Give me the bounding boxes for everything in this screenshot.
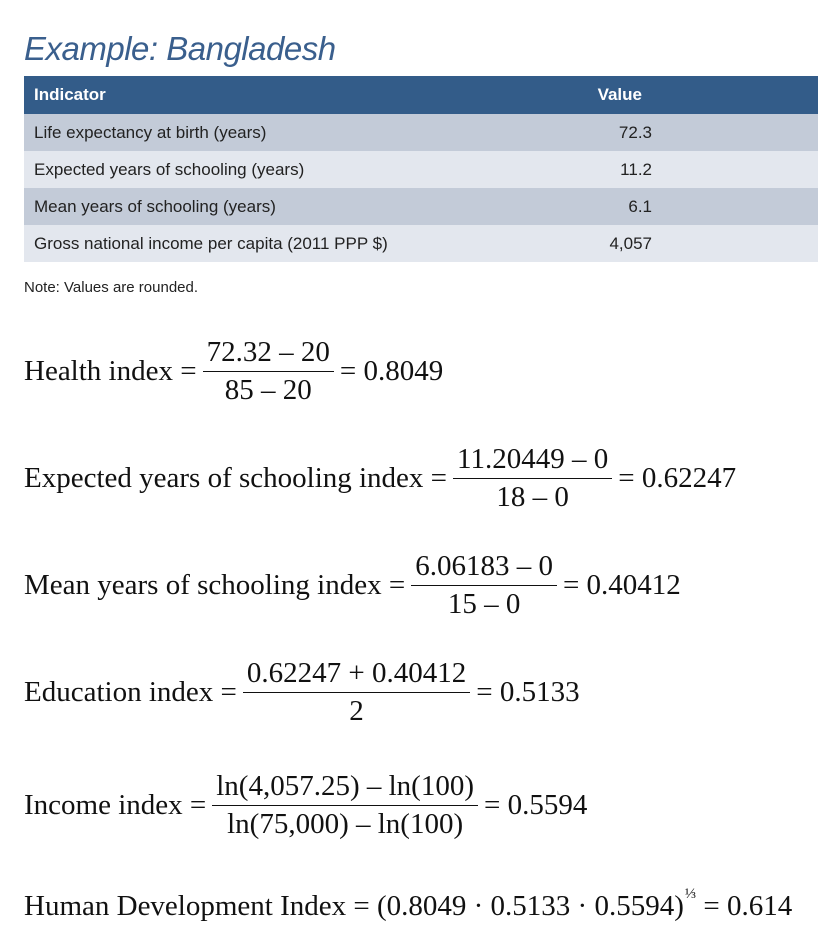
denominator: 85 – 20 (224, 374, 312, 407)
header-indicator: Indicator (24, 76, 515, 114)
equation-result: = 0.40412 (562, 569, 681, 602)
equation-lhs: Human Development Index = (0.8049 · 0.5133 · 0.5594) (24, 890, 684, 922)
table-row (24, 188, 818, 225)
education-index-equation (24, 657, 580, 729)
row-value: 11.2 (515, 151, 818, 188)
numerator: 11.20449 – 0 (453, 443, 612, 479)
fraction (243, 657, 470, 729)
equation-result: = 0.8049 (339, 355, 444, 388)
note-text: Values are rounded. (59, 279, 199, 296)
denominator: ln(75,000) – ln(100) (227, 808, 464, 841)
numerator: 0.62247 + 0.40412 (243, 657, 470, 693)
expected-schooling-index-equation (24, 443, 736, 515)
numerator: 6.06183 – 0 (411, 550, 557, 586)
equation-lhs: Health index = (24, 355, 197, 388)
note-label: Note: (24, 279, 60, 296)
table-row (24, 225, 818, 262)
equation-result: = 0.62247 (618, 462, 737, 495)
table-header-row (24, 76, 818, 114)
equation-result: = 0.5594 (484, 789, 588, 822)
row-indicator: Mean years of schooling (years) (24, 188, 515, 225)
indicator-table (24, 76, 818, 262)
fraction (212, 770, 478, 842)
fraction (411, 550, 557, 622)
income-index-equation (24, 770, 587, 842)
table-row (24, 151, 818, 188)
row-indicator: Life expectancy at birth (years) (24, 114, 515, 151)
equation-lhs: Expected years of schooling index = (24, 462, 448, 495)
table-row (24, 114, 818, 151)
row-indicator: Gross national income per capita (2011 PPP $) (24, 225, 515, 262)
row-value: 4,057 (515, 225, 818, 262)
health-index-equation (24, 336, 443, 408)
equation-lhs: Income index = (24, 789, 207, 822)
row-value: 72.3 (515, 114, 818, 151)
fraction (203, 336, 334, 408)
numerator: 72.32 – 20 (203, 336, 334, 372)
equation-result: = 0.5133 (476, 676, 580, 709)
table-note (24, 279, 198, 296)
denominator: 15 – 0 (447, 588, 521, 621)
equation-result: = 0.614 (696, 890, 793, 922)
page-title: Example: Bangladesh (24, 30, 336, 67)
numerator: ln(4,057.25) – ln(100) (212, 770, 478, 806)
denominator: 2 (349, 695, 364, 728)
exponent: ⅓ (684, 886, 697, 902)
fraction (453, 443, 612, 515)
row-value: 6.1 (515, 188, 818, 225)
equation-lhs: Education index = (24, 676, 237, 709)
header-value: Value (515, 76, 818, 114)
hdi-equation (24, 886, 793, 923)
denominator: 18 – 0 (496, 481, 569, 514)
equation-lhs: Mean years of schooling index = (24, 569, 406, 602)
mean-schooling-index-equation (24, 550, 681, 622)
row-indicator: Expected years of schooling (years) (24, 151, 515, 188)
